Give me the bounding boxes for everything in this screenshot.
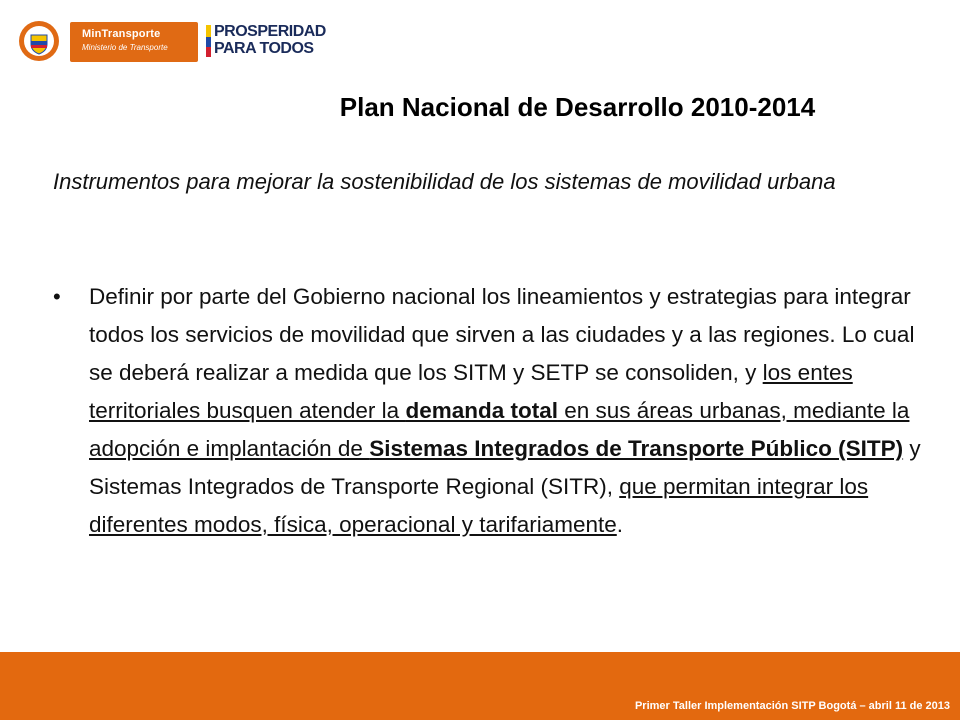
colombia-seal-icon <box>18 20 60 62</box>
footer-text: Primer Taller Implementación SITP Bogotá – abril 11 de 2013 <box>634 700 950 712</box>
slide-title: Plan Nacional de Desarrollo 2010-2014 <box>339 92 816 122</box>
bullet-text <box>89 278 934 544</box>
bullet-underline-2: en sus áreas urbanas, mediante la adopción e implantación de <box>89 398 910 461</box>
bullet-underline-3: que permitan integrar los diferentes modos, física, operacional y tarifariamente <box>89 474 869 537</box>
bullet-underline-1: los entes territoriales busquen atender la <box>89 360 853 423</box>
footer-bar <box>0 652 960 720</box>
ministry-logo-title: MinTransporte <box>82 28 161 40</box>
prosperidad-logo <box>206 23 326 61</box>
slide-subtitle: Instrumentos para mejorar la sostenibilidad de los sistemas de movilidad urbana <box>53 169 836 194</box>
campaign-logo-line1: PROSPERIDAD <box>214 23 326 40</box>
flag-blue-stripe <box>206 37 211 47</box>
bullet-bold-sitp: Sistemas Integrados de Transporte Público (SITP) <box>369 436 904 461</box>
campaign-logo-line2: PARA TODOS <box>214 40 314 57</box>
bullet-icon: • <box>53 284 61 309</box>
bullet-part-3: . <box>616 512 624 537</box>
bullet-part-2: y Sistemas Integrados de Transporte Regional (SITR), <box>89 436 921 499</box>
bullet-part-1: Definir por parte del Gobierno nacional los lineamientos y estrategias para integrar todos los servicios de movilidad que sirven a las ciudades y a las regiones. Lo cual se deberá realizar a medida que los SITM y SETP se consoliden, y <box>89 284 915 385</box>
header-logos <box>14 16 334 66</box>
ministry-logo-subtitle: Ministerio de Transporte <box>82 43 168 52</box>
mintransporte-logo <box>70 22 198 62</box>
flag-yellow-stripe <box>206 25 211 37</box>
bullet-bold-demanda-total: demanda total <box>405 398 558 423</box>
flag-red-stripe <box>206 47 211 57</box>
